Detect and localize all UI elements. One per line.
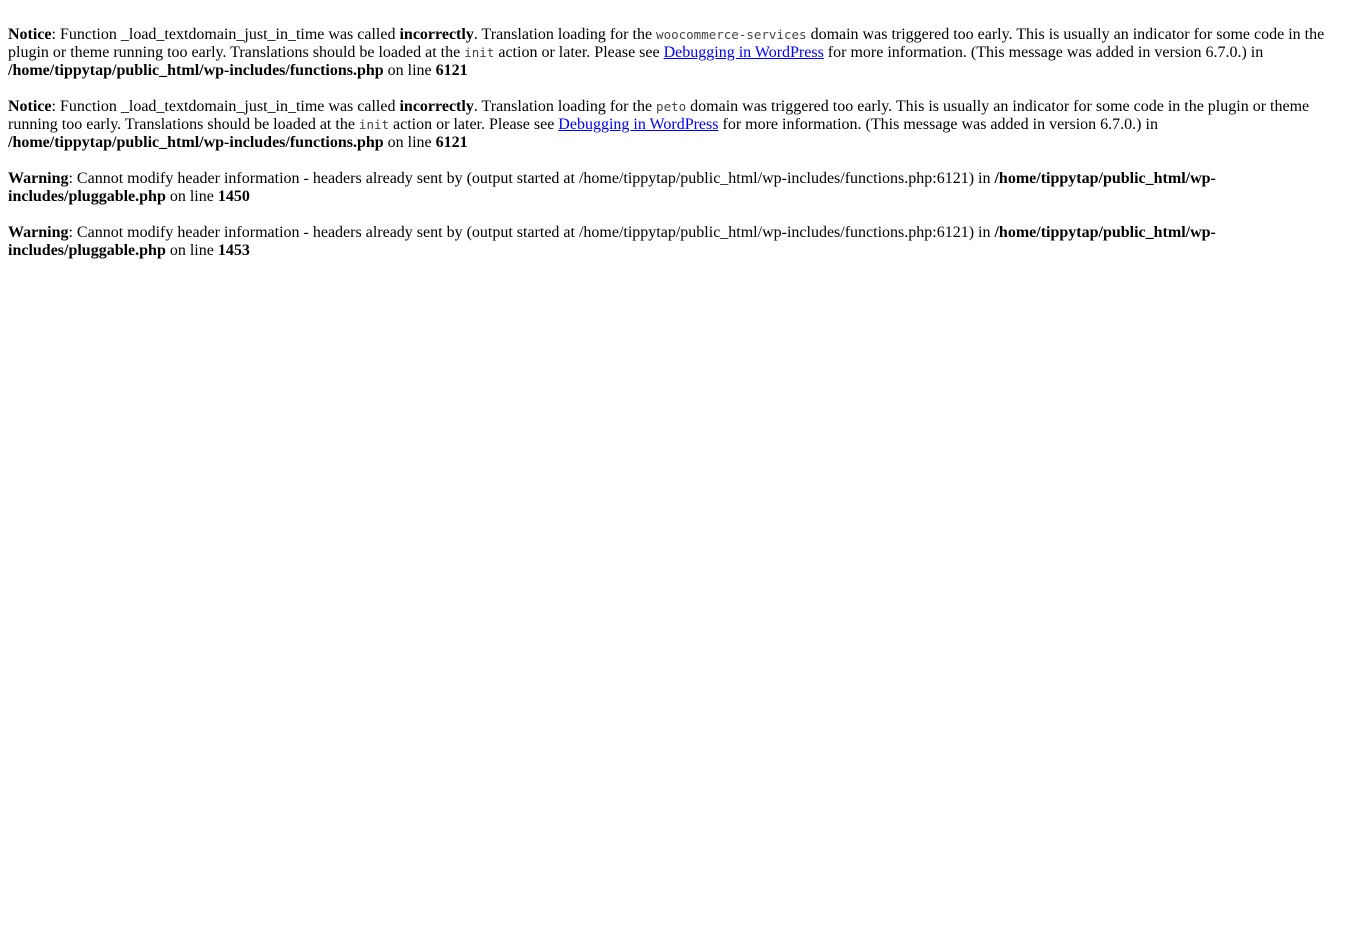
action-code: init	[464, 45, 495, 60]
message-emphasis: incorrectly	[399, 98, 474, 115]
line-number: 6121	[435, 134, 468, 151]
file-path: /home/tippytap/public_html/wp-includes/pluggable.php	[8, 224, 1216, 259]
on-line-label: on line	[165, 242, 218, 259]
line-number: 1453	[217, 242, 250, 259]
warning-message-1450	[8, 170, 1342, 206]
on-line-label: on line	[383, 62, 436, 79]
text-domain-code: peto	[656, 99, 687, 114]
warning-message-1453	[8, 224, 1342, 260]
message-emphasis: incorrectly	[399, 26, 474, 43]
message-text: for more information. (This message was added in version 6.7.0.) in	[718, 116, 1158, 133]
action-code: init	[358, 117, 390, 132]
message-text: domain was triggered too early. This is usually an indicator for some code in the plugin or theme running too early. Translations should be loaded at the	[8, 26, 1325, 61]
line-number: 6121	[435, 62, 468, 79]
debugging-in-wordpress-link[interactable]: Debugging in WordPress	[558, 116, 719, 133]
leading-break	[8, 8, 1342, 26]
message-type-label: Warning	[8, 224, 69, 241]
php-error-output	[0, 0, 1350, 260]
notice-message-peto	[8, 98, 1342, 152]
file-path: /home/tippytap/public_html/wp-includes/pluggable.php	[8, 170, 1216, 205]
file-path: /home/tippytap/public_html/wp-includes/functions.php	[8, 134, 384, 151]
line-number: 1450	[217, 188, 250, 205]
message-text: : Cannot modify header information - headers already sent by (output started at /home/tippytap/public_html/wp-includes/functions.php:6121) in	[68, 170, 995, 187]
notice-message-woocommerce-services	[8, 26, 1342, 80]
message-text: . Translation loading for the	[473, 26, 657, 43]
message-text: : Cannot modify header information - headers already sent by (output started at /home/tippytap/public_html/wp-includes/functions.php:6121) in	[68, 224, 995, 241]
text-domain-code: woocommerce-services	[656, 27, 807, 42]
message-text: . Translation loading for the	[473, 98, 657, 115]
message-type-label: Notice	[8, 98, 52, 115]
message-text: domain was triggered too early. This is usually an indicator for some code in the plugin or theme running too early. Translations should be loaded at the	[8, 98, 1310, 133]
message-type-label: Warning	[8, 170, 69, 187]
on-line-label: on line	[165, 188, 218, 205]
message-text: action or later. Please see	[494, 44, 664, 61]
message-text: action or later. Please see	[389, 116, 559, 133]
message-text: : Function _load_textdomain_just_in_time was called	[51, 98, 400, 115]
file-path: /home/tippytap/public_html/wp-includes/functions.php	[8, 62, 384, 79]
message-text: : Function _load_textdomain_just_in_time was called	[51, 26, 400, 43]
message-text: for more information. (This message was added in version 6.7.0.) in	[823, 44, 1264, 61]
debugging-in-wordpress-link[interactable]: Debugging in WordPress	[663, 44, 824, 61]
on-line-label: on line	[383, 134, 436, 151]
message-type-label: Notice	[8, 26, 52, 43]
